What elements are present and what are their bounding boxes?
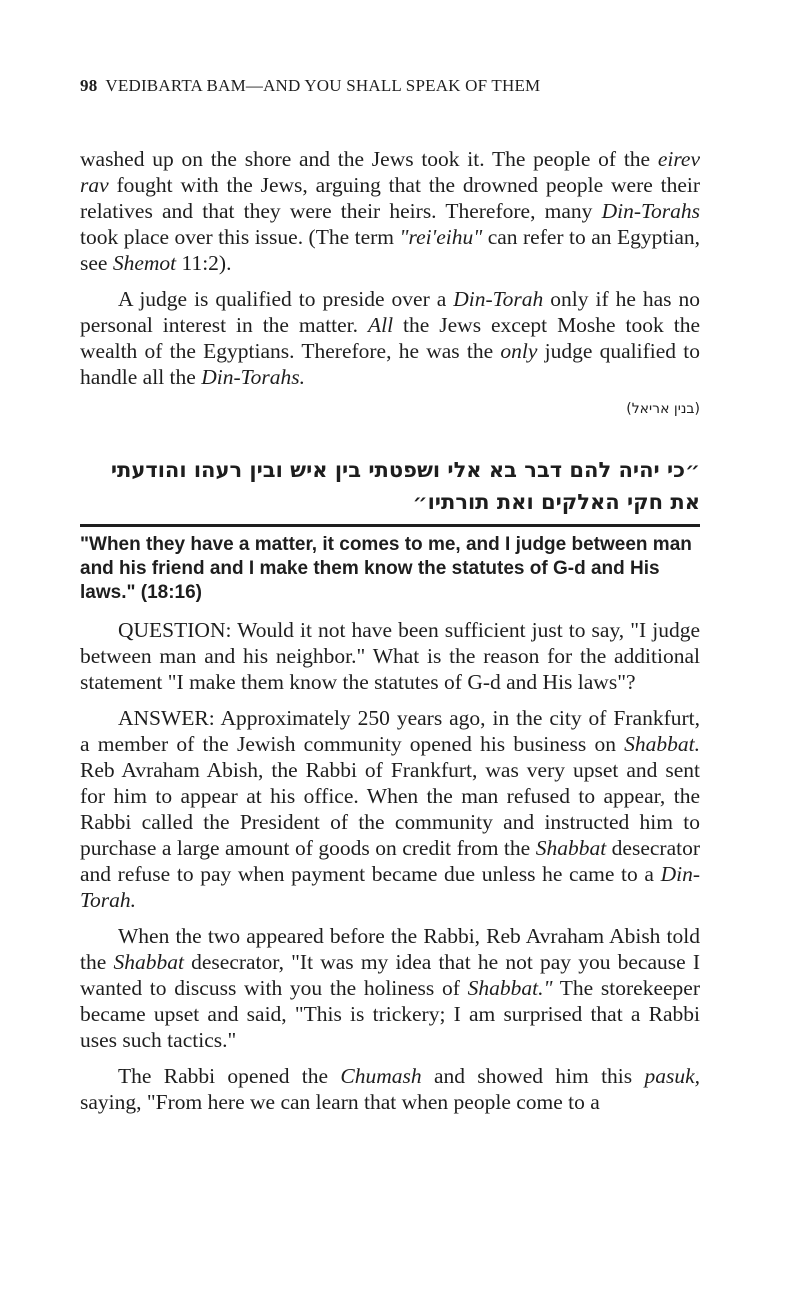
paragraph-1: washed up on the shore and the Jews took it. The people of the eirev rav fought with the Jews, arguing that the drowned people were their relatives and that they were their heirs. Therefore, many Din-Torahs took place over this issue. (The term "rei'eihu" can refer to an Egyptian, see Shemot 11:2).: [80, 147, 701, 275]
hebrew-verse: ״כי יהיה להם דבר בא אלי ושפטתי בין איש ובין רעהו והודעתי את חקי האלקים ואת תורתיו״: [110, 458, 700, 514]
source-citation: (בנין אריאל): [626, 401, 700, 417]
paragraph-2: A judge is qualified to preside over a Din-Torah only if he has no personal interest in the matter. All the Jews except Moshe took the wealth of the Egyptians. Therefore, he was the only judge qualified to handle all the Din-Torahs.: [80, 287, 701, 389]
paragraph-6: The Rabbi opened the Chumash and showed him this pasuk, saying, "From here we can learn that when people come to a: [80, 1064, 700, 1114]
page-number: 98: [80, 76, 98, 95]
question-paragraph: QUESTION: Would it not have been sufficient just to say, "I judge between man and his neighbor." What is the reason for the additional statement "I make them know the statutes of G-d and His laws"?: [80, 618, 700, 694]
page-body: [80, 146, 700, 1125]
verse-translation: "When they have a matter, it comes to me, and I judge between man and his friend and I make them know the statutes of G-d and His laws." (18:16): [80, 534, 692, 603]
page-header: [80, 76, 540, 96]
paragraph-5: When the two appeared before the Rabbi, Reb Avraham Abish told the Shabbat desecrator, "It was my idea that he not pay you because I wanted to discuss with you the holiness of Shabbat." The storekeeper became upset and said, "This is trickery; I am surprised that a Rabbi uses such tactics.": [80, 924, 700, 1052]
section-divider: [80, 524, 700, 527]
running-title: VEDIBARTA BAM—AND YOU SHALL SPEAK OF THEM: [105, 76, 541, 95]
answer-paragraph: ANSWER: Approximately 250 years ago, in the city of Frankfurt, a member of the Jewish community opened his business on Shabbat. Reb Avraham Abish, the Rabbi of Frankfurt, was very upset and sent for him to appear at his office. When the man refused to appear, the Rabbi called the President of the community and instructed him to purchase a large amount of goods on credit from the Shabbat desecrator and refuse to pay when payment became due unless he came to a Din-Torah.: [80, 706, 700, 912]
